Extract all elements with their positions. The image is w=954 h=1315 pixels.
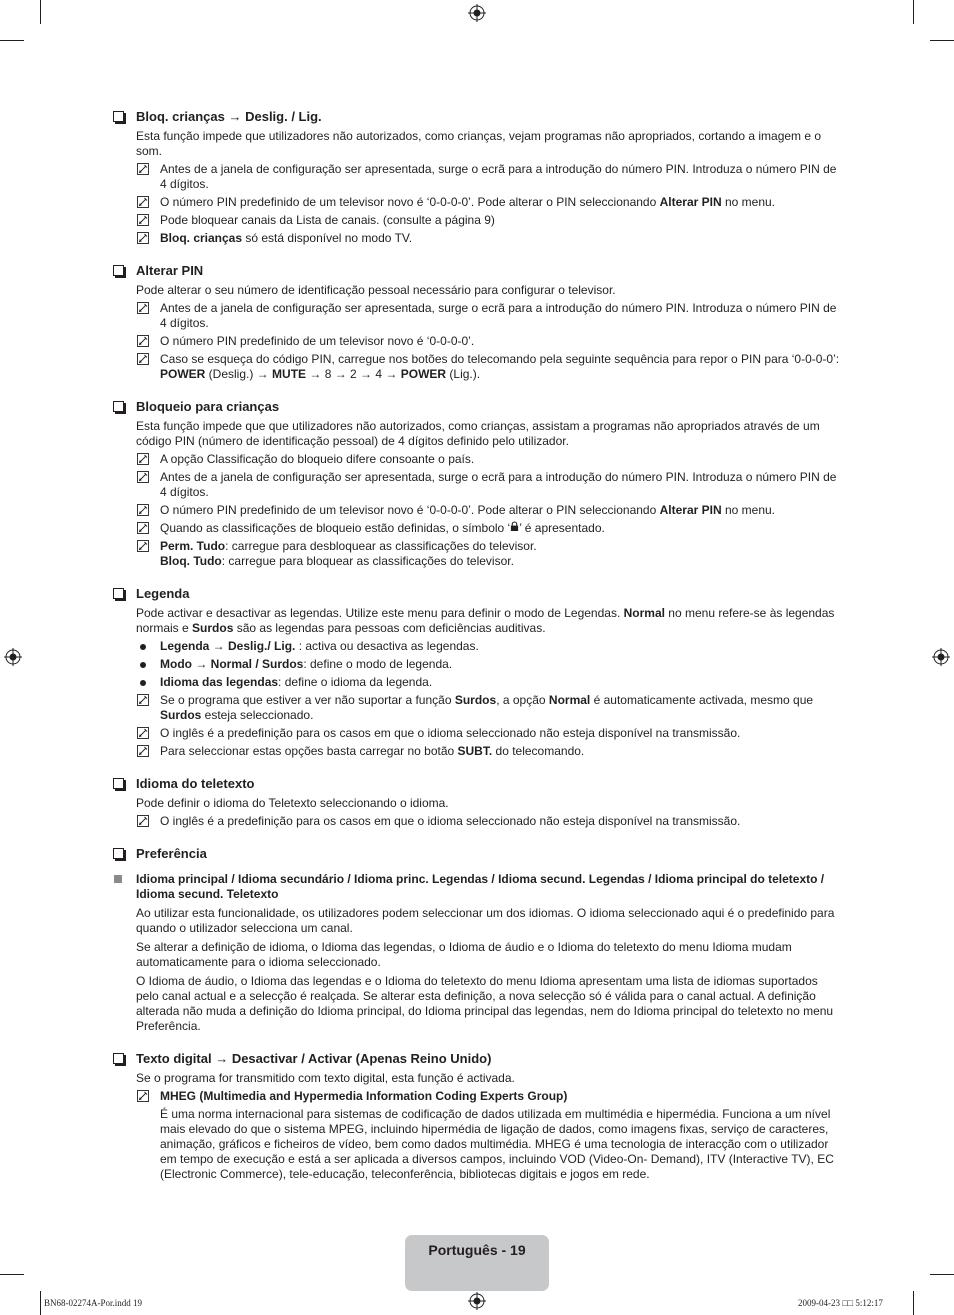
section-title: Legenda: [136, 586, 190, 601]
note: [112, 352, 842, 382]
note-icon: [137, 540, 149, 552]
note: [112, 814, 842, 829]
section-heading: [112, 262, 842, 279]
bold-term: Bloq. crianças: [160, 231, 243, 245]
paragraph: Esta função impede que utilizadores não autorizados, como crianças, vejam programas não apropriados, cortando a imagem e o som.: [136, 129, 822, 158]
manual-content: [112, 108, 842, 1182]
section-title: Bloq. crianças → Deslig. / Lig.: [136, 109, 322, 124]
section-heading: [112, 775, 842, 792]
crop-mark: [40, 1291, 41, 1315]
note-icon: [137, 504, 149, 516]
bold-term: POWER: [160, 367, 206, 381]
note-continuation: É uma norma internacional para sistemas de codificação de dados utilizada em multimédia e hipermédia. Funciona a um nível mais elevado do que o sistema MPEG, incluindo hipermédia de ligação de dados, como imagens fixas, serviço de caracteres, animação, gráficos e ficheiros de vídeo, bem como dados multimédia. MHEG é uma tecnologia de interacção com o utilizador em tempo de execução e está a ser aplicada a diversos campos, incluindo VOD (Video-On- Demand), ITV (Interactive TV), EC (Electronic Commerce), tele-educação, teleconferência, bibliotecas digitais e jogos em rede.: [160, 1107, 834, 1181]
text-run: A opção Classificação do bloqueio difere consoante o país.: [160, 452, 475, 466]
print-slug-right: 2009-04-23 □□ 5:12:17: [798, 1298, 883, 1308]
print-slug-left: BN68-02274A-Por.indd 19: [44, 1298, 143, 1308]
crop-mark: [913, 0, 914, 24]
text-run: Pode bloquear canais da Lista de canais. (consulte a página 9): [160, 213, 495, 227]
text-run: Para seleccionar estas opções basta carregar no botão: [160, 744, 458, 758]
note-icon: [137, 727, 149, 739]
page-number-tab: [405, 1235, 549, 1291]
checkbox-icon: [113, 401, 124, 412]
section-heading: [112, 585, 842, 602]
note-icon: [137, 196, 149, 208]
note: [112, 452, 842, 467]
note: [112, 301, 842, 331]
note-icon: [137, 353, 149, 365]
checkbox-icon: [113, 588, 124, 599]
checkbox-icon: [113, 848, 124, 859]
note: [112, 744, 842, 759]
paragraph: Pode definir o idioma do Teletexto seleccionando o idioma.: [136, 796, 449, 810]
note-icon: [137, 335, 149, 347]
bold-term: SUBT.: [457, 744, 493, 758]
section-title: Alterar PIN: [136, 263, 204, 278]
text-run: O inglês é a predefinição para os casos em que o idioma seleccionado não esteja disponível na transmissão.: [160, 726, 741, 740]
text-run: → 8 → 2 → 4 →: [306, 367, 401, 381]
paragraph: O Idioma de áudio, o Idioma das legendas e o Idioma do teletexto do menu Idioma apresentam uma lista de idiomas suportados pelo canal actual e a selecção é realçada. Se alterar esta definição, a nova selecção só é válida para o canal actual. A definição alterada não muda a definição do Idioma principal, do Idioma principal das legendas, nem do Idioma principal do teletexto no menu Preferência.: [136, 974, 834, 1033]
section-title: Texto digital → Desactivar / Activar (Apenas Reino Unido): [136, 1051, 492, 1066]
section-heading: [112, 108, 842, 125]
text-run: no menu.: [721, 195, 776, 209]
bold-term: Alterar PIN: [659, 503, 722, 517]
bold-term: Surdos: [160, 708, 202, 722]
bullet-dot-icon: [140, 680, 146, 686]
note-icon: [137, 1090, 149, 1102]
text-run: é automaticamente activada, mesmo que: [590, 693, 814, 707]
note-icon: [137, 522, 149, 534]
section-heading: [112, 398, 842, 415]
note: [112, 521, 842, 536]
text-run: esteja seleccionado.: [201, 708, 314, 722]
list-item: [112, 639, 842, 654]
text-run: Se o programa que estiver a ver não suportar a função: [160, 693, 455, 707]
list-item: [112, 657, 842, 672]
bold-term: Surdos: [454, 693, 497, 707]
paragraph: Pode alterar o seu número de identificação pessoal necessário para configurar o televisor.: [136, 283, 616, 297]
text-run: Quando as classificações de bloqueio estão definidas, o símbolo ‘: [160, 521, 511, 535]
text-run: só está disponível no modo TV.: [242, 231, 413, 245]
registration-mark-icon: [468, 4, 486, 22]
text-run: Antes de a janela de configuração ser apresentada, surge o ecrã para a introdução do número PIN. Introduza o número PIN de 4 dígitos.: [160, 301, 837, 330]
checkbox-icon: [113, 265, 124, 276]
text-run: Antes de a janela de configuração ser apresentada, surge o ecrã para a introdução do número PIN. Introduza o número PIN de 4 dígitos.: [160, 162, 837, 191]
bold-term: Normal: [623, 606, 665, 620]
text-run: (Deslig.) →: [205, 367, 273, 381]
paragraph: Esta função impede que que utilizadores não autorizados, como crianças, assistam a programas não apropriados através de um código PIN (número de identificação pessoal) de 4 dígitos definido pelo utilizador.: [136, 419, 820, 448]
note: [112, 539, 842, 554]
note: [112, 726, 842, 741]
bold-term: MUTE: [272, 367, 307, 381]
crop-mark: [930, 1274, 954, 1275]
text-run: ’ é apresentado.: [519, 521, 605, 535]
crop-mark: [0, 1274, 24, 1275]
text-run: O número PIN predefinido de um televisor novo é ‘0-0-0-0’.: [160, 334, 475, 348]
registration-mark-icon: [468, 1292, 486, 1310]
subheading-text: Idioma principal / Idioma secundário / Idioma princ. Legendas / Idioma secund. Legendas / Idioma principal do teletexto / Idioma secund. Teletexto: [136, 872, 825, 901]
bold-term: Bloq. Tudo: [160, 554, 222, 568]
crop-mark: [930, 40, 954, 41]
subheading: [112, 872, 842, 902]
note: [112, 231, 842, 246]
note-icon: [137, 815, 149, 827]
text-run: O inglês é a predefinição para os casos em que o idioma seleccionado não esteja disponível na transmissão.: [160, 814, 741, 828]
crop-mark: [0, 40, 24, 41]
section-heading: [112, 1050, 842, 1067]
registration-mark-icon: [932, 648, 950, 666]
note: [112, 470, 842, 500]
text-run: no menu.: [721, 503, 776, 517]
crop-mark: [913, 1291, 914, 1315]
note: [112, 503, 842, 518]
text-run: O número PIN predefinido de um televisor novo é ‘0-0-0-0’. Pode alterar o PIN seleccionando: [160, 195, 660, 209]
text-run: Pode activar e desactivar as legendas. Utilize este menu para definir o modo de Legendas.: [136, 606, 624, 620]
bold-term: Normal: [548, 693, 591, 707]
bold-term: Idioma das legendas: [160, 675, 279, 689]
section-title: Bloqueio para crianças: [136, 399, 280, 414]
paragraph: Se o programa for transmitido com texto digital, esta função é activada.: [136, 1071, 515, 1085]
note-icon: [137, 163, 149, 175]
text-run: , a opção: [496, 693, 549, 707]
text-run: Antes de a janela de configuração ser apresentada, surge o ecrã para a introdução do número PIN. Introduza o número PIN de 4 dígitos.: [160, 470, 837, 499]
note-icon: [137, 214, 149, 226]
crop-mark: [40, 0, 41, 24]
text-run: : carregue para desbloquear as classificações do televisor.: [225, 539, 537, 553]
bold-term: Legenda → Deslig./ Lig.: [160, 639, 296, 653]
note-icon: [137, 453, 149, 465]
text-run: do telecomando.: [492, 744, 585, 758]
note: [112, 195, 842, 210]
bold-term: Modo → Normal / Surdos: [160, 657, 304, 671]
text-run: no menu refere-se às legendas normais e: [136, 606, 835, 635]
note-icon: [137, 471, 149, 483]
text-run: são as legendas para pessoas com deficiências auditivas.: [233, 621, 546, 635]
bold-term: MHEG (Multimedia and Hypermedia Information Coding Experts Group): [160, 1089, 568, 1103]
square-bullet-icon: [114, 875, 122, 883]
bold-term: Surdos: [192, 621, 234, 635]
text-run: (Lig.).: [446, 367, 481, 381]
text-run: : carregue para bloquear as classificações do televisor.: [221, 554, 514, 568]
checkbox-icon: [113, 111, 124, 122]
bold-term: Perm. Tudo: [160, 539, 226, 553]
text-run: : define o idioma da legenda.: [278, 675, 433, 689]
bold-term: POWER: [400, 367, 447, 381]
bullet-dot-icon: [140, 662, 146, 668]
note: [112, 213, 842, 228]
checkbox-icon: [113, 778, 124, 789]
text-run: : activa ou desactiva as legendas.: [295, 639, 479, 653]
list-item: [112, 675, 842, 690]
paragraph: [112, 606, 842, 636]
note-icon: [137, 232, 149, 244]
text-run: Caso se esqueça do código PIN, carregue nos botões do telecomando pela seguinte sequência para repor o PIN para ‘0-0-0-0’:: [160, 352, 840, 366]
lock-icon: [510, 521, 519, 532]
note-icon: [137, 745, 149, 757]
text-run: O número PIN predefinido de um televisor novo é ‘0-0-0-0’. Pode alterar o PIN seleccionando: [160, 503, 660, 517]
note-continuation: [112, 554, 842, 569]
note-icon: [137, 302, 149, 314]
checkbox-icon: [113, 1053, 124, 1064]
bullet-dot-icon: [140, 644, 146, 650]
paragraph: Se alterar a definição de idioma, o Idioma das legendas, o Idioma de áudio e o Idioma do teletexto do menu Idioma mudam automaticamente para o idioma seleccionado.: [136, 940, 792, 969]
section-heading: [112, 845, 842, 862]
registration-mark-icon: [4, 648, 22, 666]
page-label: Português - 19: [428, 1242, 526, 1258]
text-run: : define o modo de legenda.: [303, 657, 453, 671]
section-title: Preferência: [136, 846, 207, 861]
note: [112, 162, 842, 192]
section-title: Idioma do teletexto: [136, 776, 255, 791]
bold-term: Alterar PIN: [659, 195, 722, 209]
note: [112, 1089, 842, 1104]
note-icon: [137, 694, 149, 706]
paragraph: Ao utilizar esta funcionalidade, os utilizadores podem seleccionar um dos idiomas. O idioma seleccionado aqui é o predefinido para quando o utilizador selecciona um canal.: [136, 906, 835, 935]
note: [112, 693, 842, 723]
note: [112, 334, 842, 349]
